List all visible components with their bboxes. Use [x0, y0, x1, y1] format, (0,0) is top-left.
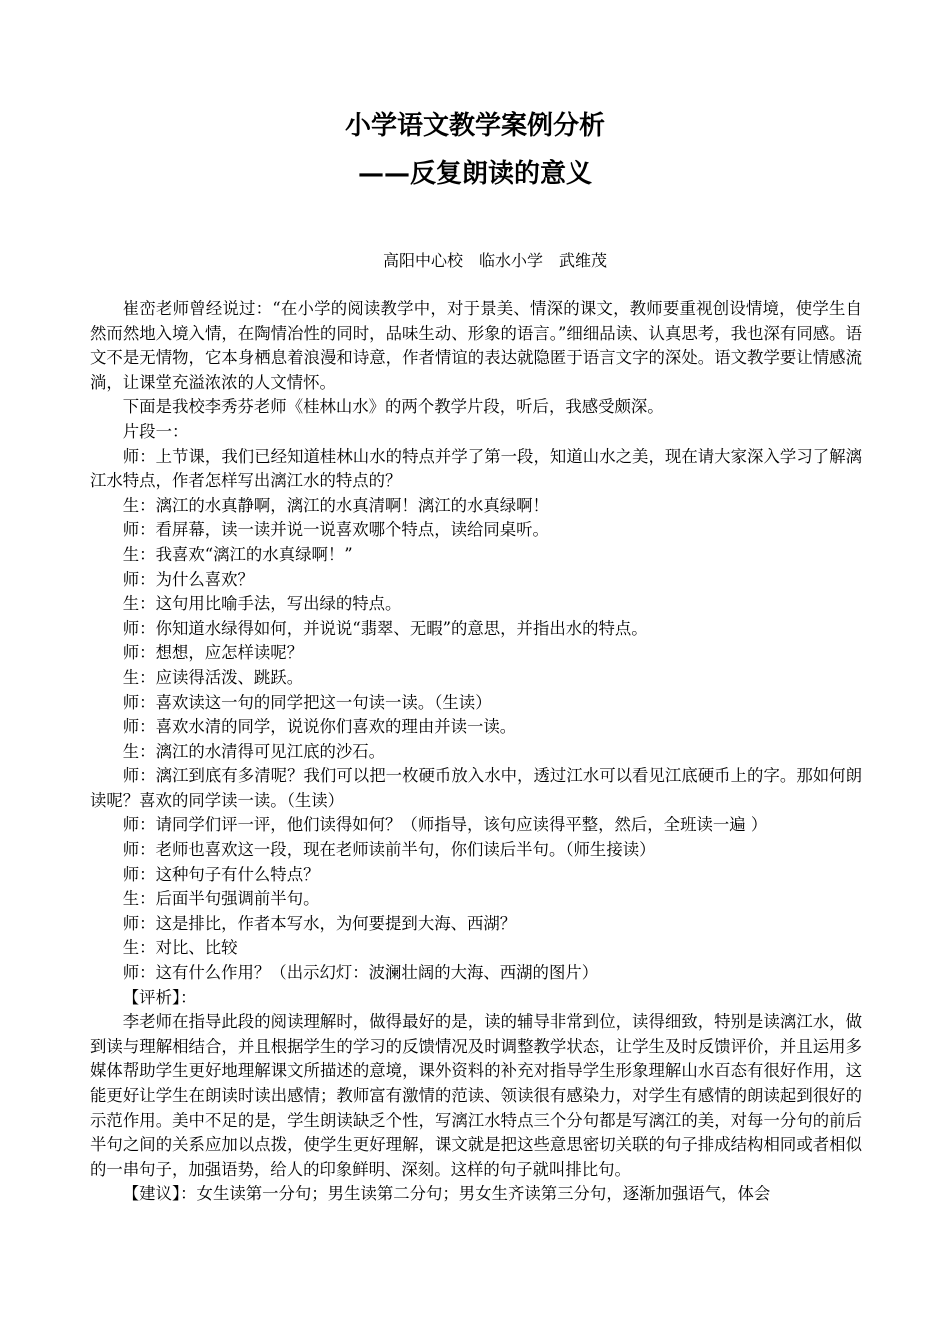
body-paragraph: 师：你知道水绿得如何，并说说“翡翠、无暇”的意思，并指出水的特点。	[122, 618, 648, 638]
body-paragraph: 片段一：	[122, 421, 189, 441]
document-body	[90, 297, 862, 1207]
body-paragraph: 下面是我校李秀芬老师《桂林山水》的两个教学片段，听后，我感受颇深。	[122, 397, 664, 417]
body-paragraph: 师：这是排比，作者本写水，为何要提到大海、西湖？	[122, 913, 517, 933]
document-title: 小学语文教学案例分析	[344, 111, 605, 141]
body-paragraph: 师：这有什么作用？（出示幻灯：波澜壮阔的大海、西湖的图片）	[122, 963, 599, 983]
body-paragraph: 师：漓江到底有多清呢？我们可以把一枚硬币放入水中，透过江水可以看见江底硬币上的字。那如何朗读呢？喜欢的同学读一读。（生读）	[90, 766, 862, 810]
document-subtitle: ——反复朗读的意义	[357, 159, 592, 189]
body-paragraph: 生：应读得活泼、跳跃。	[122, 667, 304, 687]
body-paragraph: 师：请同学们评一评，他们读得如何？（师指导，该句应读得平整，然后，全班读一遍 ）	[122, 815, 768, 835]
body-paragraph: 生：漓江的水真静啊，漓江的水真清啊！漓江的水真绿啊！	[122, 495, 549, 515]
body-paragraph: 师：上节课，我们已经知道桂林山水的特点并学了第一段，知道山水之美，现在请大家深入学习了解漓江水特点，作者怎样写出漓江水的特点的？	[90, 446, 862, 491]
body-paragraph: 师：老师也喜欢这一段，现在老师读前半句，你们读后半句。（师生接读）	[122, 840, 656, 860]
body-paragraph: 师：喜欢读这一句的同学把这一句读一读。（生读）	[122, 692, 492, 712]
author-line: 高阳中心校 临水小学 武维茂	[382, 251, 607, 270]
body-paragraph: 师：看屏幕，读一读并说一说喜欢哪个特点，读给同桌听。	[122, 520, 549, 540]
body-paragraph: 生：漓江的水清得可见江底的沙石。	[122, 741, 386, 761]
body-paragraph: 【评析】：	[122, 987, 197, 1007]
body-paragraph: 师：想想，应怎样读呢？	[122, 643, 304, 663]
body-paragraph: 师：这种句子有什么特点？	[122, 864, 320, 884]
body-paragraph: 李老师在指导此段的阅读理解时，做得最好的是，读的辅导非常到位，读得细致，特别是读漓江水，做到读与理解相结合，并且根据学生的学习的反馈情况及时调整教学状态，让学生及时反馈评价，并且运用多媒体帮助学生更好地理解课文所描述的意境，课外资料的补充对指导学生形象理解山水百态有很好作用，这能更好让学生在朗读时读出感情；教师富有激情的范读、领读很有感染力，对学生有感情的朗读起到很好的示范作用。美中不足的是，学生朗读缺乏个性，写漓江水特点三个分句都是写漓江的美，对每一分句的前后半句之间的关系应加以点拨，使学生更好理解，课文就是把这些意思密切关联的句子排成结构相同或者相似的一串句子，加强语势，给人的印象鲜明、深刻。这样的句子就叫排比句。	[90, 1012, 862, 1179]
body-paragraph: 【建议】：女生读第一分句；男生读第二分句；男女生齐读第三分句，逐渐加强语气，体会	[122, 1184, 771, 1204]
body-paragraph: 师：为什么喜欢？	[122, 569, 254, 589]
body-paragraph: 生：后面半句强调前半句。	[122, 889, 320, 909]
body-paragraph: 生：对比、比较	[122, 938, 238, 958]
body-paragraph: 生：我喜欢“漓江的水真绿啊！”	[122, 544, 353, 564]
body-paragraph: 师：喜欢水清的同学，说说你们喜欢的理由并读一读。	[122, 717, 517, 737]
body-paragraph: 生：这句用比喻手法，写出绿的特点。	[122, 594, 402, 614]
body-paragraph: 崔峦老师曾经说过：“在小学的阅读教学中，对于景美、情深的课文，教师要重视创设情境，使学生自然而然地入境入情，在陶情冶性的同时，品味生动、形象的语言。”细细品读、认真思考，我也深有同感。语文不是无情物，它本身栖息着浪漫和诗意，作者情谊的表达就隐匿于语言文字的深处。语文教学要让情感流淌，让课堂充溢浓浓的人文情怀。	[90, 299, 862, 392]
